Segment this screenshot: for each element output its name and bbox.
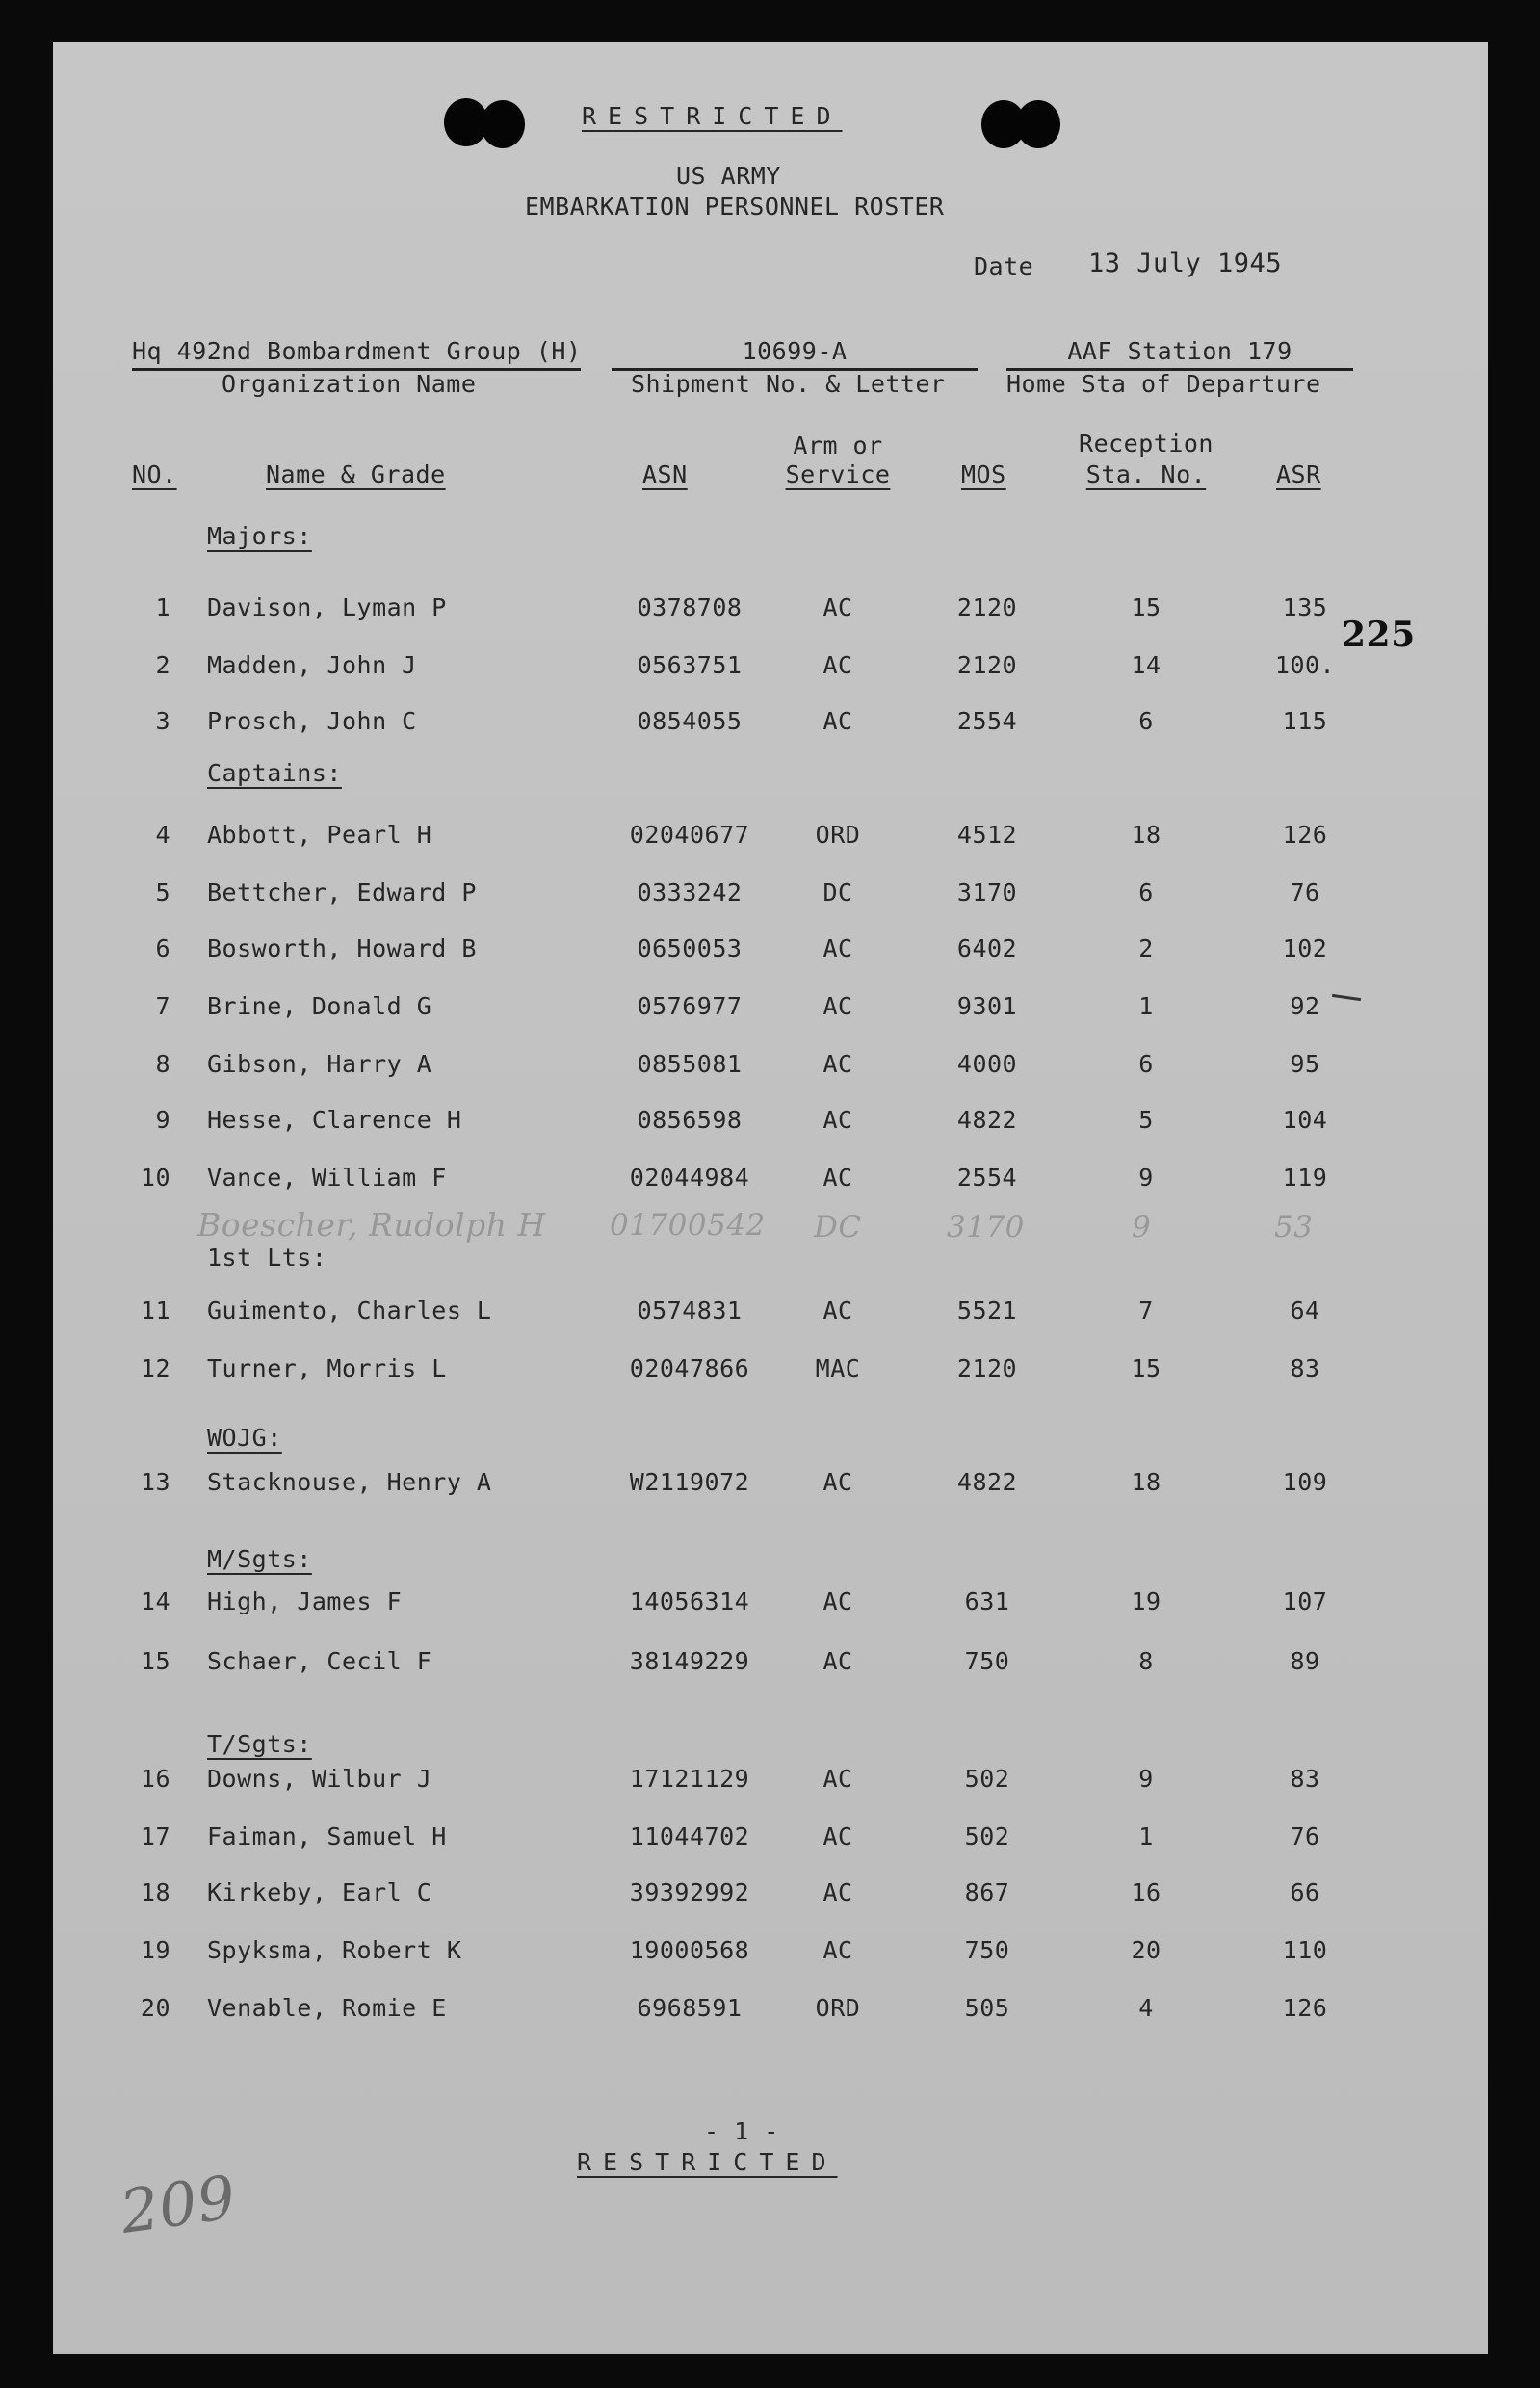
row-name: Gibson, Harry A xyxy=(207,1050,432,1078)
row-sta: 9 xyxy=(1138,1765,1154,1793)
row-mos: 2554 xyxy=(956,707,1018,735)
row-asr: 64 xyxy=(1290,1297,1320,1325)
agency-line: US ARMY xyxy=(676,162,781,190)
row-no: 3 xyxy=(155,707,170,735)
row-arm: ORD xyxy=(815,1994,861,2022)
organization-value: Hq 492nd Bombardment Group (H) xyxy=(132,337,582,365)
row-arm: AC xyxy=(822,1468,853,1496)
row-asn: 0856598 xyxy=(637,1106,743,1134)
faint-sta: 9 xyxy=(1132,1210,1152,1245)
row-arm: AC xyxy=(822,1936,853,1964)
col-arm-line1: Arm or xyxy=(793,432,883,459)
row-sta: 4 xyxy=(1138,1994,1154,2022)
row-asr: 95 xyxy=(1290,1050,1320,1078)
row-arm: AC xyxy=(822,1164,853,1192)
row-sta: 18 xyxy=(1131,821,1162,849)
faint-arm: DC xyxy=(814,1210,862,1245)
row-name: Davison, Lyman P xyxy=(207,593,447,621)
row-no: 14 xyxy=(140,1588,170,1615)
row-name: Prosch, John C xyxy=(207,707,417,735)
row-mos: 750 xyxy=(964,1936,1010,1964)
row-arm: AC xyxy=(822,593,853,621)
row-mos: 4822 xyxy=(956,1106,1018,1134)
row-mos: 5521 xyxy=(956,1297,1018,1325)
row-asr: 83 xyxy=(1290,1354,1320,1382)
classification-bottom: RESTRICTED xyxy=(577,2148,838,2176)
row-mos: 2120 xyxy=(956,593,1018,621)
row-name: Hesse, Clarence H xyxy=(207,1106,462,1134)
row-mos: 502 xyxy=(964,1765,1010,1793)
row-mos: 2120 xyxy=(956,651,1018,679)
row-asn: 02040677 xyxy=(629,821,750,849)
col-arm-line2: Service xyxy=(785,460,891,488)
row-sta: 16 xyxy=(1131,1878,1162,1906)
faint-name: Boescher, Rudolph H xyxy=(197,1206,546,1244)
row-name: Madden, John J xyxy=(207,651,417,679)
row-mos: 750 xyxy=(964,1647,1010,1675)
faint-asn: 01700542 xyxy=(610,1208,766,1243)
row-no: 8 xyxy=(155,1050,170,1078)
classification-top: RESTRICTED xyxy=(582,102,843,130)
row-asr: 115 xyxy=(1282,707,1328,735)
row-no: 15 xyxy=(140,1647,170,1675)
row-sta: 5 xyxy=(1138,1106,1154,1134)
margin-number: 225 xyxy=(1342,615,1416,655)
row-no: 10 xyxy=(140,1164,170,1192)
row-asr: 102 xyxy=(1282,934,1328,962)
col-mos: MOS xyxy=(961,460,1006,488)
row-sta: 15 xyxy=(1131,1354,1162,1382)
row-no: 16 xyxy=(140,1765,170,1793)
row-asr: 119 xyxy=(1282,1164,1328,1192)
row-name: Spyksma, Robert K xyxy=(207,1936,462,1964)
row-no: 5 xyxy=(155,879,170,906)
row-mos: 2554 xyxy=(956,1164,1018,1192)
punch-hole xyxy=(1016,100,1060,148)
handwritten-number: 209 xyxy=(116,2162,241,2247)
row-arm: DC xyxy=(822,879,853,906)
row-asr: 126 xyxy=(1282,1994,1328,2022)
section-heading: 1st Lts: xyxy=(207,1244,327,1272)
row-asn: 0563751 xyxy=(637,651,743,679)
row-asn: 0574831 xyxy=(637,1297,743,1325)
row-mos: 4822 xyxy=(956,1468,1018,1496)
row-no: 1 xyxy=(155,593,170,621)
row-arm: AC xyxy=(822,1297,853,1325)
organization-label: Organization Name xyxy=(222,370,477,398)
row-no: 2 xyxy=(155,651,170,679)
col-name: Name & Grade xyxy=(266,460,446,488)
row-mos: 867 xyxy=(964,1878,1010,1906)
shipment-label: Shipment No. & Letter xyxy=(631,370,946,398)
row-name: Abbott, Pearl H xyxy=(207,821,432,849)
row-asn: 39392992 xyxy=(629,1878,750,1906)
station-value: AAF Station 179 xyxy=(1067,337,1292,365)
section-heading: Captains: xyxy=(207,759,342,787)
section-heading: WOJG: xyxy=(207,1424,282,1452)
row-asn: 0854055 xyxy=(637,707,743,735)
row-sta: 6 xyxy=(1138,879,1154,906)
faint-mos: 3170 xyxy=(947,1210,1025,1245)
row-asr: 110 xyxy=(1282,1936,1328,1964)
row-asr: 109 xyxy=(1282,1468,1328,1496)
row-sta: 9 xyxy=(1138,1164,1154,1192)
row-asr: 76 xyxy=(1290,1823,1320,1850)
row-arm: AC xyxy=(822,992,853,1020)
row-asn: 0650053 xyxy=(637,934,743,962)
row-name: Venable, Romie E xyxy=(207,1994,447,2022)
row-sta: 20 xyxy=(1131,1936,1162,1964)
row-no: 7 xyxy=(155,992,170,1020)
row-asr: 83 xyxy=(1290,1765,1320,1793)
row-arm: AC xyxy=(822,1878,853,1906)
row-no: 6 xyxy=(155,934,170,962)
row-no: 18 xyxy=(140,1878,170,1906)
row-sta: 6 xyxy=(1138,1050,1154,1078)
col-rec-line1: Reception xyxy=(1079,430,1214,458)
row-sta: 2 xyxy=(1138,934,1154,962)
col-asn: ASN xyxy=(642,460,688,488)
row-no: 20 xyxy=(140,1994,170,2022)
row-arm: AC xyxy=(822,1647,853,1675)
row-mos: 4000 xyxy=(956,1050,1018,1078)
row-asr: 107 xyxy=(1282,1588,1328,1615)
row-name: Guimento, Charles L xyxy=(207,1297,492,1325)
row-asn: 0576977 xyxy=(637,992,743,1020)
col-asr: ASR xyxy=(1276,460,1321,488)
row-asr: 100. xyxy=(1274,651,1336,679)
section-heading: Majors: xyxy=(207,522,312,550)
row-asn: 14056314 xyxy=(629,1588,750,1615)
row-asr: 66 xyxy=(1290,1878,1320,1906)
row-asn: 02047866 xyxy=(629,1354,750,1382)
col-rec-line2: Sta. No. xyxy=(1085,460,1207,488)
row-name: Brine, Donald G xyxy=(207,992,432,1020)
row-arm: AC xyxy=(822,1106,853,1134)
document-page xyxy=(53,42,1488,2354)
row-name: Schaer, Cecil F xyxy=(207,1647,432,1675)
row-no: 11 xyxy=(140,1297,170,1325)
row-sta: 15 xyxy=(1131,593,1162,621)
row-name: Turner, Morris L xyxy=(207,1354,447,1382)
station-label: Home Sta of Departure xyxy=(1006,370,1321,398)
row-asn: 0855081 xyxy=(637,1050,743,1078)
row-asn: 11044702 xyxy=(629,1823,750,1850)
document-title: EMBARKATION PERSONNEL ROSTER xyxy=(525,193,945,221)
row-name: Bosworth, Howard B xyxy=(207,934,477,962)
row-asr: 92 xyxy=(1290,992,1320,1020)
row-sta: 7 xyxy=(1138,1297,1154,1325)
row-asn: 6968591 xyxy=(637,1994,743,2022)
row-asn: 38149229 xyxy=(629,1647,750,1675)
row-asn: 0333242 xyxy=(637,879,743,906)
row-mos: 631 xyxy=(964,1588,1010,1615)
row-arm: AC xyxy=(822,1765,853,1793)
row-asn: 02044984 xyxy=(629,1164,750,1192)
row-no: 17 xyxy=(140,1823,170,1850)
row-mos: 6402 xyxy=(956,934,1018,962)
date-label: Date xyxy=(974,252,1034,280)
row-arm: MAC xyxy=(815,1354,861,1382)
row-arm: ORD xyxy=(815,821,861,849)
row-arm: AC xyxy=(822,707,853,735)
row-asn: 0378708 xyxy=(637,593,743,621)
row-asr: 126 xyxy=(1282,821,1328,849)
row-sta: 8 xyxy=(1138,1647,1154,1675)
row-arm: AC xyxy=(822,1823,853,1850)
date-value: 13 July 1945 xyxy=(1088,249,1283,278)
row-arm: AC xyxy=(822,651,853,679)
row-sta: 6 xyxy=(1138,707,1154,735)
shipment-value: 10699-A xyxy=(742,337,848,365)
row-name: Downs, Wilbur J xyxy=(207,1765,432,1793)
row-no: 12 xyxy=(140,1354,170,1382)
row-mos: 2120 xyxy=(956,1354,1018,1382)
row-arm: AC xyxy=(822,1588,853,1615)
row-sta: 1 xyxy=(1138,1823,1154,1850)
col-no: NO. xyxy=(132,460,177,488)
row-mos: 9301 xyxy=(956,992,1018,1020)
section-heading: T/Sgts: xyxy=(207,1730,312,1758)
row-asr: 76 xyxy=(1290,879,1320,906)
row-asn: 19000568 xyxy=(629,1936,750,1964)
page-number: - 1 - xyxy=(704,2117,779,2145)
row-asr: 104 xyxy=(1282,1106,1328,1134)
section-heading: M/Sgts: xyxy=(207,1545,312,1573)
row-sta: 14 xyxy=(1131,651,1162,679)
row-no: 9 xyxy=(155,1106,170,1134)
row-arm: AC xyxy=(822,934,853,962)
row-name: Bettcher, Edward P xyxy=(207,879,477,906)
row-asr: 135 xyxy=(1282,593,1328,621)
row-mos: 505 xyxy=(964,1994,1010,2022)
punch-hole xyxy=(481,100,525,148)
row-asn: 17121129 xyxy=(629,1765,750,1793)
row-sta: 18 xyxy=(1131,1468,1162,1496)
row-no: 4 xyxy=(155,821,170,849)
row-name: Stacknouse, Henry A xyxy=(207,1468,492,1496)
row-asn: W2119072 xyxy=(629,1468,750,1496)
row-asr: 89 xyxy=(1290,1647,1320,1675)
faint-asr: 53 xyxy=(1274,1210,1314,1245)
row-mos: 3170 xyxy=(956,879,1018,906)
row-arm: AC xyxy=(822,1050,853,1078)
row-sta: 1 xyxy=(1138,992,1154,1020)
row-mos: 502 xyxy=(964,1823,1010,1850)
row-no: 13 xyxy=(140,1468,170,1496)
row-name: Faiman, Samuel H xyxy=(207,1823,447,1850)
row-mos: 4512 xyxy=(956,821,1018,849)
row-name: Kirkeby, Earl C xyxy=(207,1878,432,1906)
row-sta: 19 xyxy=(1131,1588,1162,1615)
row-name: Vance, William F xyxy=(207,1164,447,1192)
row-name: High, James F xyxy=(207,1588,403,1615)
row-no: 19 xyxy=(140,1936,170,1964)
